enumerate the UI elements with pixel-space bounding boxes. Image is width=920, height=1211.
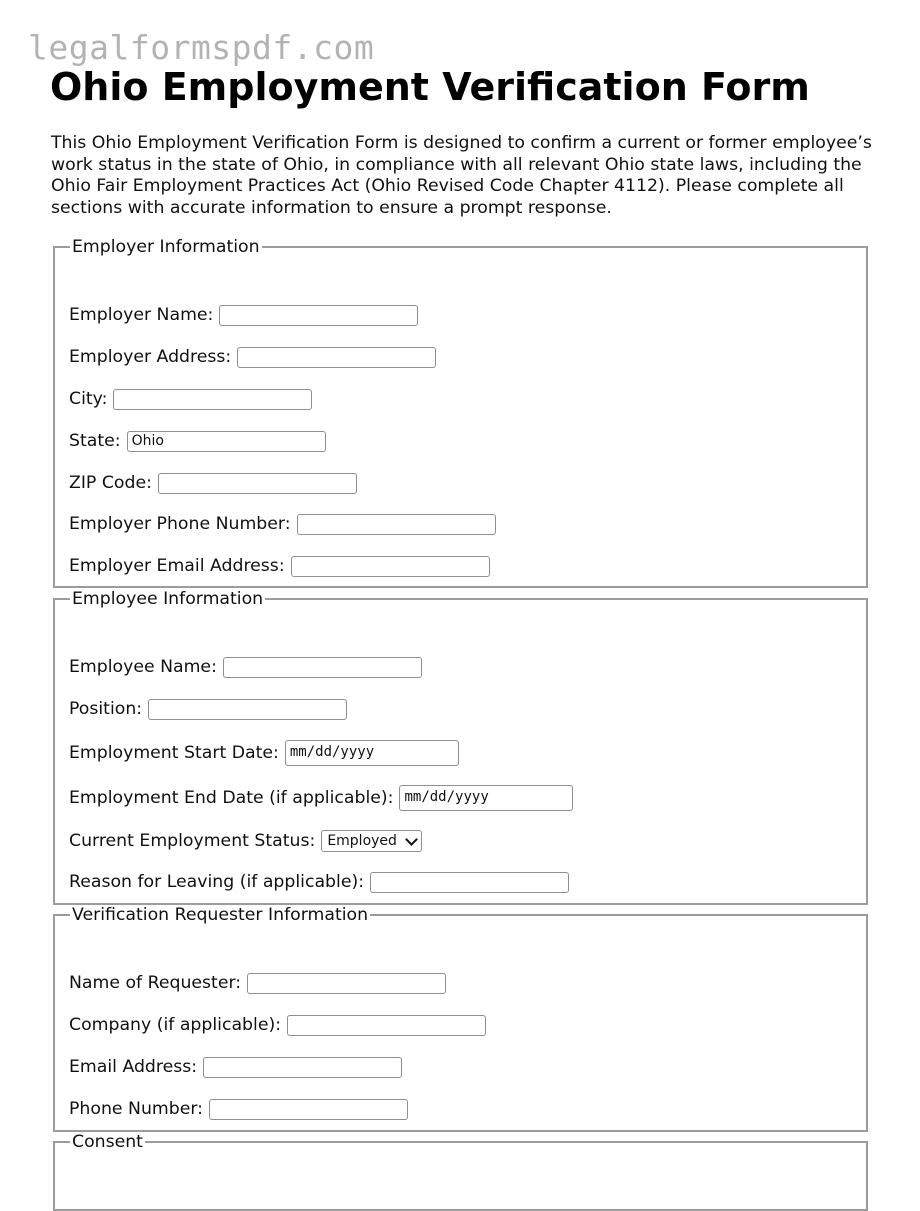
- requester-phone-input[interactable]: [209, 1099, 408, 1120]
- requester-company-row: [69, 1013, 486, 1037]
- start-date-input[interactable]: mm/dd/yyyy: [285, 740, 459, 766]
- employer-email-label: Employer Email Address:: [69, 556, 285, 576]
- requester-section: [53, 904, 868, 1132]
- zip-row: [69, 471, 357, 495]
- zip-label: ZIP Code:: [69, 473, 152, 493]
- employer-name-row: [69, 303, 418, 327]
- requester-name-row: [69, 971, 446, 995]
- status-select[interactable]: [321, 830, 422, 852]
- employee-name-input[interactable]: [223, 657, 422, 678]
- city-input[interactable]: [113, 389, 312, 410]
- requester-email-input[interactable]: [203, 1057, 402, 1078]
- requester-phone-row: [69, 1097, 408, 1121]
- start-date-label: Employment Start Date:: [69, 743, 279, 763]
- end-date-label: Employment End Date (if applicable):: [69, 788, 394, 808]
- employer-email-input[interactable]: [291, 556, 490, 577]
- city-row: [69, 387, 312, 411]
- intro-paragraph: This Ohio Employment Verification Form is designed to confirm a current or former employee’s work status in the state of Ohio, in compliance with all relevant Ohio state laws, including the Ohio Fair Employment Practices Act (Ohio Revised Code Chapter 4112). Please complete all sections with accurate information to ensure a prompt response.: [51, 133, 872, 218]
- employer-address-row: [69, 345, 436, 369]
- employer-name-input[interactable]: [219, 305, 418, 326]
- employer-phone-row: [69, 512, 496, 536]
- position-input[interactable]: [148, 699, 347, 720]
- employee-name-row: [69, 655, 422, 679]
- employer-legend: Employer Information: [72, 237, 260, 257]
- consent-section: [53, 1131, 868, 1211]
- start-date-row: [69, 741, 459, 765]
- reason-row: [69, 870, 569, 894]
- position-label: Position:: [69, 699, 143, 719]
- requester-company-input[interactable]: [287, 1015, 486, 1036]
- watermark: legalformspdf.com: [28, 28, 375, 67]
- state-input[interactable]: Ohio: [127, 431, 326, 452]
- chevron-down-icon: [405, 833, 418, 846]
- employee-name-label: Employee Name:: [69, 657, 217, 677]
- status-row: [69, 829, 422, 853]
- status-label: Current Employment Status:: [69, 831, 316, 851]
- state-label: State:: [69, 431, 121, 451]
- page-title: Ohio Employment Verification Form: [50, 65, 810, 109]
- employer-phone-input[interactable]: [297, 514, 496, 535]
- requester-name-label: Name of Requester:: [69, 973, 242, 993]
- city-label: City:: [69, 389, 108, 409]
- end-date-input[interactable]: mm/dd/yyyy: [399, 785, 573, 811]
- requester-name-input[interactable]: [247, 973, 446, 994]
- employer-address-label: Employer Address:: [69, 347, 232, 367]
- state-row: [69, 429, 326, 453]
- end-date-row: [69, 786, 573, 810]
- employee-section: [53, 588, 868, 905]
- zip-input[interactable]: [158, 473, 357, 494]
- consent-legend: Consent: [72, 1132, 143, 1152]
- employer-phone-label: Employer Phone Number:: [69, 514, 291, 534]
- employer-section: [53, 236, 868, 588]
- reason-input[interactable]: [370, 872, 569, 893]
- status-select-value: Employed: [327, 833, 397, 849]
- employee-legend: Employee Information: [72, 589, 264, 609]
- requester-company-label: Company (if applicable):: [69, 1015, 282, 1035]
- requester-email-label: Email Address:: [69, 1057, 198, 1077]
- employer-name-label: Employer Name:: [69, 305, 214, 325]
- reason-label: Reason for Leaving (if applicable):: [69, 872, 365, 892]
- requester-legend: Verification Requester Information: [72, 905, 369, 925]
- position-row: [69, 697, 347, 721]
- employer-email-row: [69, 554, 490, 578]
- employer-address-input[interactable]: [237, 347, 436, 368]
- requester-email-row: [69, 1055, 402, 1079]
- requester-phone-label: Phone Number:: [69, 1099, 203, 1119]
